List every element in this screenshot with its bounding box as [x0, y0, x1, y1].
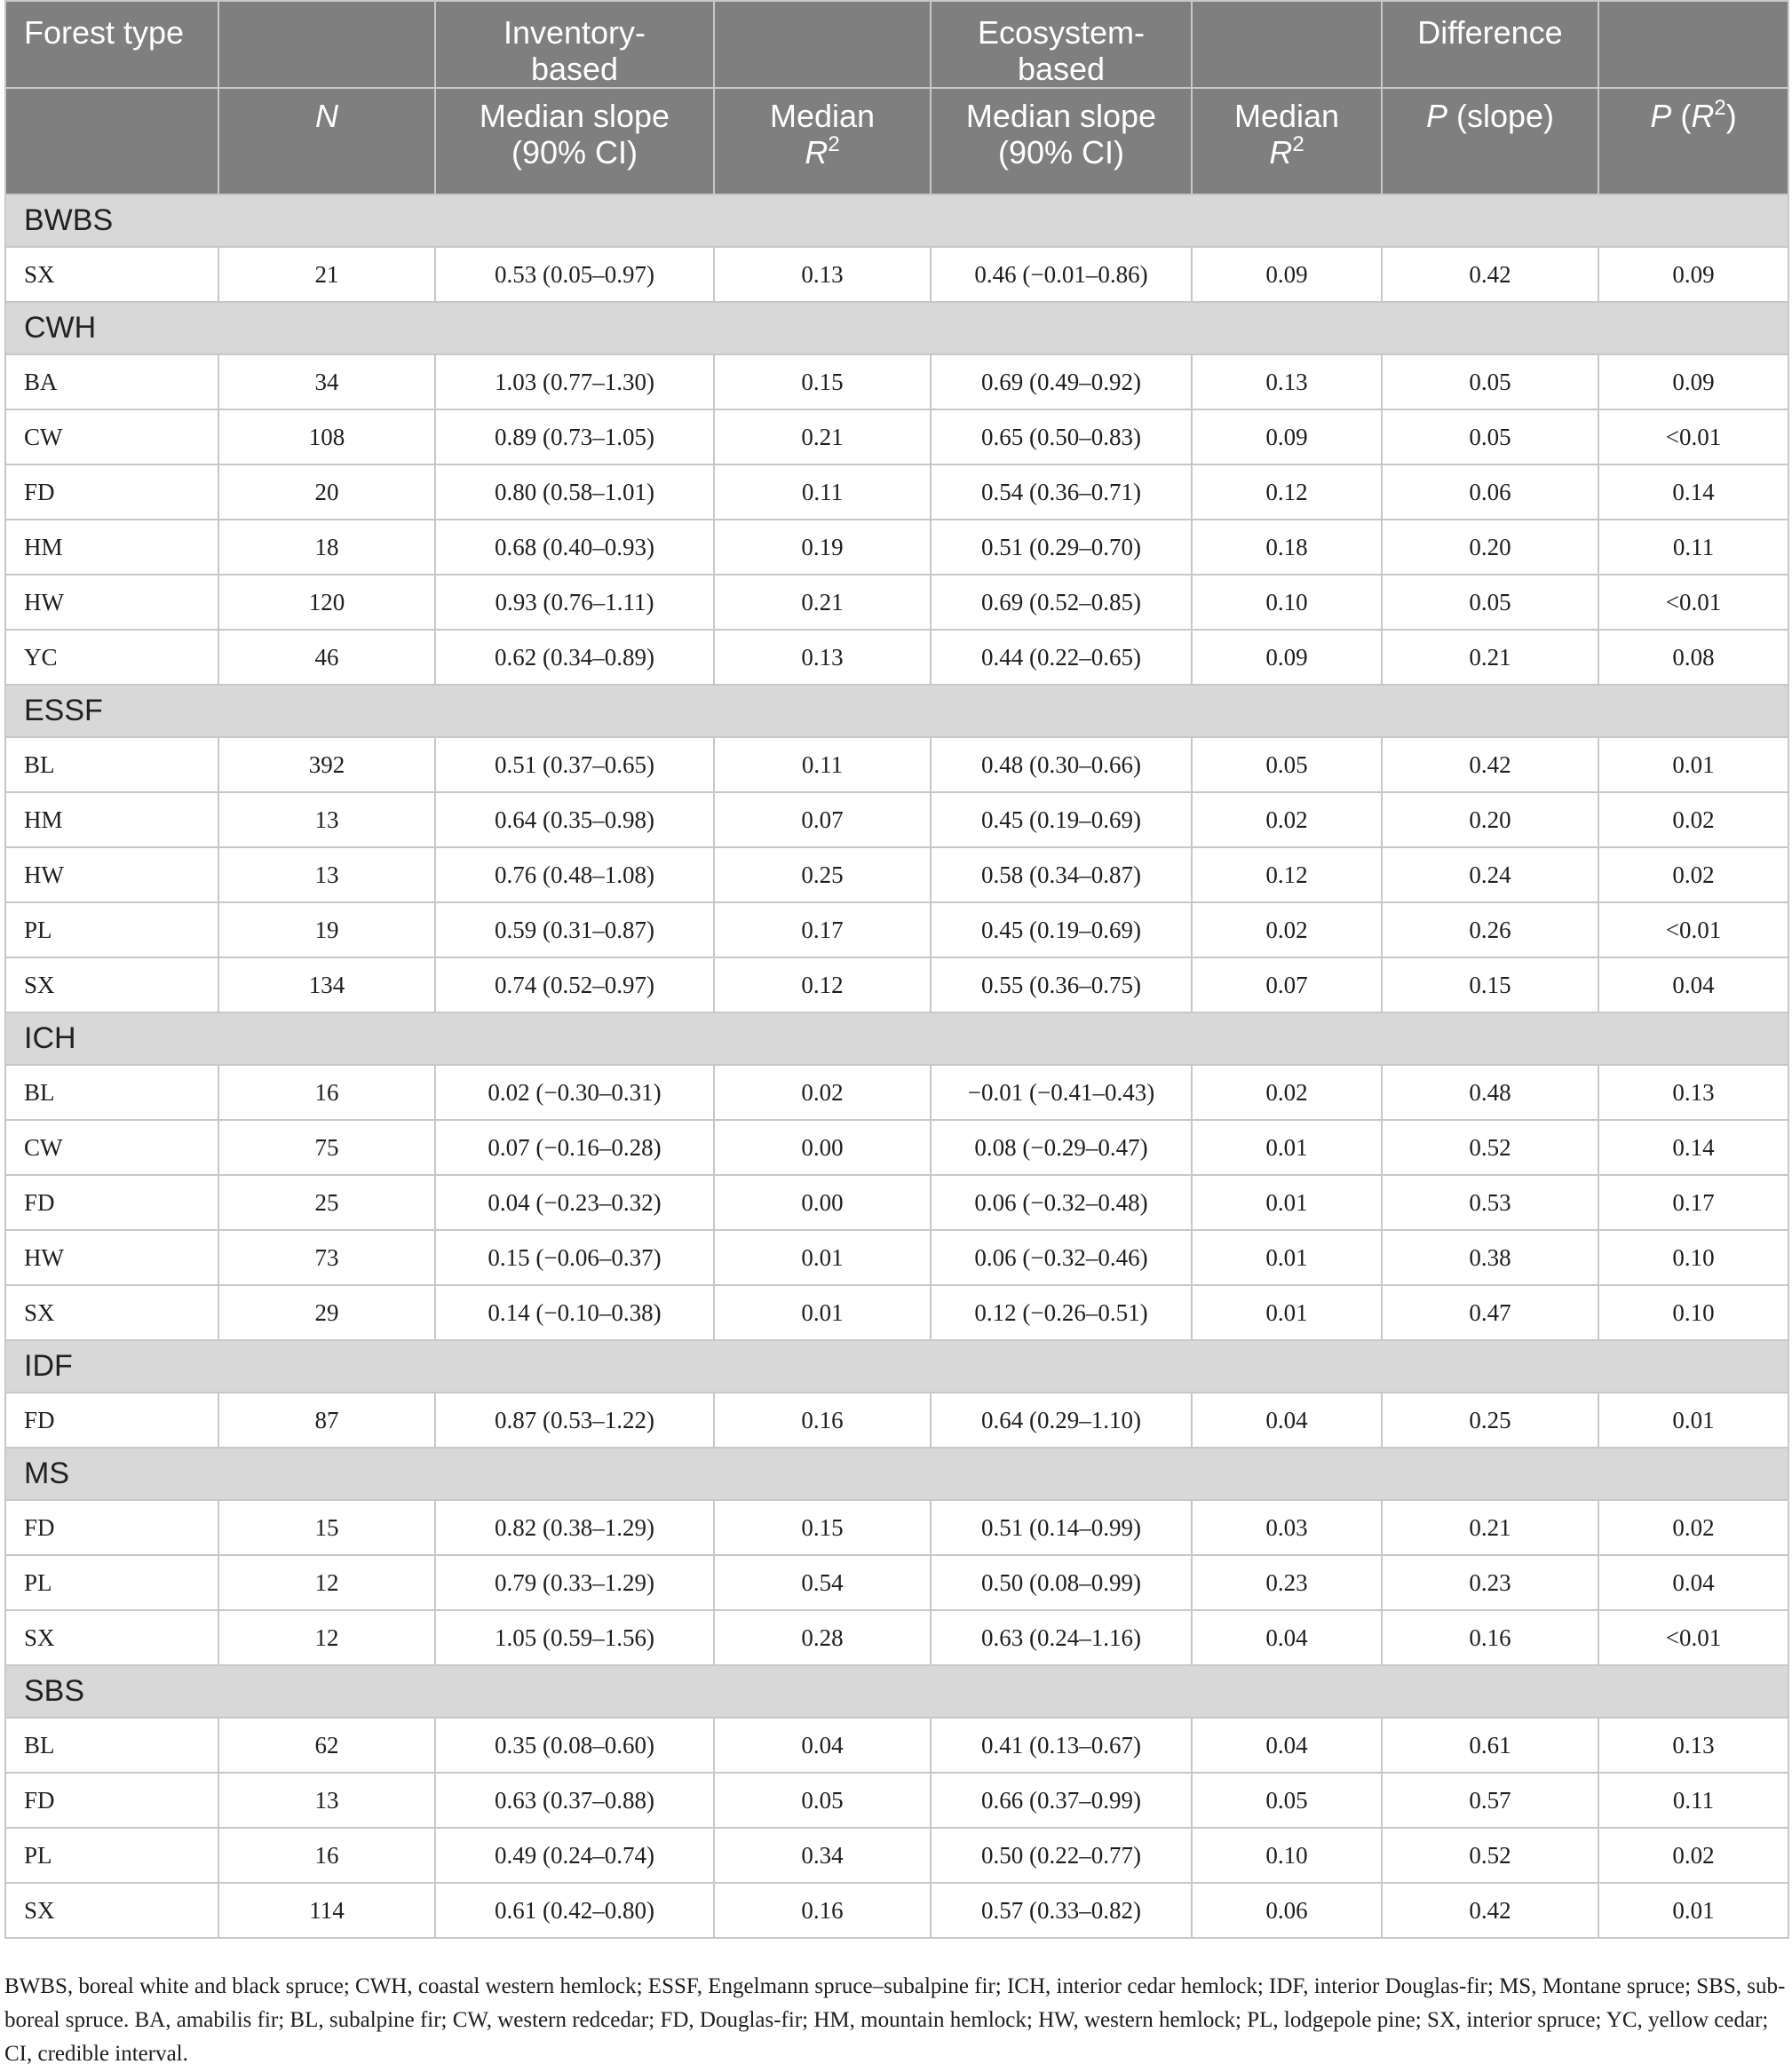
cell-inventory-r2: 0.01: [714, 1230, 931, 1285]
cell-p-slope: 0.42: [1382, 737, 1598, 792]
cell-n: 20: [218, 464, 435, 520]
table-row: [5, 1065, 1788, 1120]
cell-species: PL: [5, 1828, 218, 1883]
cell-ecosystem-slope: 0.63 (0.24–1.16): [931, 1610, 1192, 1665]
cell-inventory-r2: 0.25: [714, 847, 931, 902]
cell-ecosystem-slope: 0.51 (0.14–0.99): [931, 1500, 1192, 1555]
cell-p-slope: 0.53: [1382, 1175, 1598, 1230]
zone-label: CWH: [5, 302, 1788, 354]
table-row: [5, 1718, 1788, 1773]
cell-p-r2: 0.02: [1598, 847, 1788, 902]
table-row: [5, 847, 1788, 902]
cell-p-slope: 0.21: [1382, 630, 1598, 685]
cell-n: 108: [218, 409, 435, 464]
cell-ecosystem-r2: 0.01: [1192, 1285, 1382, 1340]
cell-p-r2: 0.01: [1598, 1393, 1788, 1448]
cell-ecosystem-r2: 0.05: [1192, 1773, 1382, 1828]
cell-p-r2: 0.14: [1598, 464, 1788, 520]
cell-species: FD: [5, 1175, 218, 1230]
cell-p-slope: 0.61: [1382, 1718, 1598, 1773]
cell-n: 29: [218, 1285, 435, 1340]
cell-inventory-slope: 0.93 (0.76–1.11): [435, 575, 714, 630]
results-table: [4, 0, 1789, 1939]
cell-species: CW: [5, 1120, 218, 1175]
table-row: [5, 737, 1788, 792]
table-row: [5, 1230, 1788, 1285]
zone-label: ICH: [5, 1012, 1788, 1065]
cell-ecosystem-slope: −0.01 (−0.41–0.43): [931, 1065, 1192, 1120]
cell-ecosystem-r2: 0.02: [1192, 792, 1382, 847]
cell-species: FD: [5, 1393, 218, 1448]
cell-inventory-r2: 0.15: [714, 1500, 931, 1555]
cell-n: 62: [218, 1718, 435, 1773]
header-empty: [218, 1, 435, 88]
cell-ecosystem-r2: 0.04: [1192, 1610, 1382, 1665]
cell-inventory-r2: 0.34: [714, 1828, 931, 1883]
cell-inventory-slope: 0.53 (0.05–0.97): [435, 247, 714, 302]
cell-p-slope: 0.25: [1382, 1393, 1598, 1448]
cell-ecosystem-r2: 0.01: [1192, 1120, 1382, 1175]
cell-p-slope: 0.52: [1382, 1828, 1598, 1883]
cell-species: SX: [5, 1610, 218, 1665]
cell-ecosystem-r2: 0.12: [1192, 464, 1382, 520]
cell-ecosystem-r2: 0.09: [1192, 409, 1382, 464]
cell-p-r2: 0.02: [1598, 1500, 1788, 1555]
cell-inventory-slope: 0.61 (0.42–0.80): [435, 1883, 714, 1938]
table-row: [5, 792, 1788, 847]
cell-species: BL: [5, 737, 218, 792]
cell-ecosystem-slope: 0.64 (0.29–1.10): [931, 1393, 1192, 1448]
zone-label: IDF: [5, 1340, 1788, 1393]
cell-ecosystem-slope: 0.58 (0.34–0.87): [931, 847, 1192, 902]
cell-ecosystem-slope: 0.69 (0.52–0.85): [931, 575, 1192, 630]
header-inventory-median-slope: Median slope (90% CI): [435, 88, 714, 194]
cell-p-r2: 0.09: [1598, 354, 1788, 409]
cell-p-r2: 0.04: [1598, 957, 1788, 1012]
cell-n: 25: [218, 1175, 435, 1230]
cell-inventory-slope: 0.82 (0.38–1.29): [435, 1500, 714, 1555]
cell-ecosystem-slope: 0.41 (0.13–0.67): [931, 1718, 1192, 1773]
cell-p-slope: 0.23: [1382, 1555, 1598, 1610]
cell-inventory-slope: 1.05 (0.59–1.56): [435, 1610, 714, 1665]
zone-label: ESSF: [5, 685, 1788, 737]
zone-row: [5, 1665, 1788, 1718]
cell-n: 73: [218, 1230, 435, 1285]
cell-ecosystem-slope: 0.45 (0.19–0.69): [931, 792, 1192, 847]
header-empty: [1598, 1, 1788, 88]
cell-inventory-slope: 0.14 (−0.10–0.38): [435, 1285, 714, 1340]
cell-species: HW: [5, 847, 218, 902]
cell-inventory-r2: 0.04: [714, 1718, 931, 1773]
cell-p-r2: 0.02: [1598, 792, 1788, 847]
cell-species: HW: [5, 575, 218, 630]
cell-p-slope: 0.42: [1382, 247, 1598, 302]
cell-inventory-slope: 0.04 (−0.23–0.32): [435, 1175, 714, 1230]
cell-inventory-r2: 0.16: [714, 1883, 931, 1938]
zone-row: [5, 302, 1788, 354]
cell-species: BL: [5, 1065, 218, 1120]
cell-ecosystem-r2: 0.13: [1192, 354, 1382, 409]
cell-n: 87: [218, 1393, 435, 1448]
cell-ecosystem-r2: 0.09: [1192, 630, 1382, 685]
header-p-r2: P $(R^2)$: [1598, 88, 1788, 194]
cell-p-slope: 0.24: [1382, 847, 1598, 902]
cell-ecosystem-r2: 0.01: [1192, 1230, 1382, 1285]
cell-p-slope: 0.15: [1382, 957, 1598, 1012]
cell-species: BA: [5, 354, 218, 409]
cell-n: 15: [218, 1500, 435, 1555]
cell-inventory-r2: 0.02: [714, 1065, 931, 1120]
cell-species: PL: [5, 902, 218, 957]
cell-p-slope: 0.05: [1382, 409, 1598, 464]
header-ecosystem-based: Ecosystem- based: [931, 1, 1192, 88]
cell-p-slope: 0.47: [1382, 1285, 1598, 1340]
header-empty: [5, 88, 218, 194]
cell-inventory-r2: 0.05: [714, 1773, 931, 1828]
cell-inventory-r2: 0.11: [714, 737, 931, 792]
cell-p-r2: 0.04: [1598, 1555, 1788, 1610]
table-row: [5, 630, 1788, 685]
cell-p-r2: 0.01: [1598, 737, 1788, 792]
cell-inventory-slope: 0.79 (0.33–1.29): [435, 1555, 714, 1610]
table-row: [5, 1500, 1788, 1555]
cell-n: 12: [218, 1610, 435, 1665]
cell-p-r2: 0.01: [1598, 1883, 1788, 1938]
table-row: [5, 1393, 1788, 1448]
cell-n: 46: [218, 630, 435, 685]
cell-species: HW: [5, 1230, 218, 1285]
cell-inventory-r2: 0.17: [714, 902, 931, 957]
table-footnote: BWBS, boreal white and black spruce; CWH, coastal western hemlock; ESSF, Engelmann spruce–subalpine fir; ICH, interior cedar hemlock; IDF, interior Douglas-fir; MS, Montane spruce; SBS, sub-boreal spruce. BA, amabilis fir; BL, subalpine fir; CW, western redcedar; FD, Douglas-fir; HM, mountain hemlock; HW, western hemlock; PL, lodgepole pine; SX, interior spruce; YC, yellow cedar; CI, credible interval.: [4, 1974, 1786, 2066]
cell-n: 75: [218, 1120, 435, 1175]
zone-row: [5, 685, 1788, 737]
table-row: [5, 1883, 1788, 1938]
table-row: [5, 1828, 1788, 1883]
table-row: [5, 354, 1788, 409]
cell-n: 13: [218, 847, 435, 902]
cell-species: HM: [5, 792, 218, 847]
cell-species: CW: [5, 409, 218, 464]
cell-inventory-r2: 0.21: [714, 575, 931, 630]
header-ecosystem-median-slope: Median slope (90% CI): [931, 88, 1192, 194]
cell-inventory-r2: 0.13: [714, 247, 931, 302]
table-row: [5, 1285, 1788, 1340]
cell-ecosystem-slope: 0.57 (0.33–0.82): [931, 1883, 1192, 1938]
cell-inventory-slope: 0.74 (0.52–0.97): [435, 957, 714, 1012]
cell-ecosystem-r2: 0.06: [1192, 1883, 1382, 1938]
cell-p-slope: 0.05: [1382, 575, 1598, 630]
table-row: [5, 1610, 1788, 1665]
cell-p-r2: <0.01: [1598, 575, 1788, 630]
cell-species: SX: [5, 1883, 218, 1938]
cell-p-r2: 0.13: [1598, 1065, 1788, 1120]
cell-inventory-r2: 0.07: [714, 792, 931, 847]
cell-p-slope: 0.52: [1382, 1120, 1598, 1175]
cell-inventory-slope: 0.80 (0.58–1.01): [435, 464, 714, 520]
cell-ecosystem-slope: 0.54 (0.36–0.71): [931, 464, 1192, 520]
table-row: [5, 464, 1788, 520]
cell-n: 13: [218, 1773, 435, 1828]
cell-inventory-slope: 0.02 (−0.30–0.31): [435, 1065, 714, 1120]
cell-p-slope: 0.20: [1382, 792, 1598, 847]
cell-p-slope: 0.20: [1382, 520, 1598, 575]
cell-ecosystem-slope: 0.12 (−0.26–0.51): [931, 1285, 1192, 1340]
cell-ecosystem-r2: 0.03: [1192, 1500, 1382, 1555]
header-row-2: [5, 88, 1788, 194]
cell-ecosystem-r2: 0.01: [1192, 1175, 1382, 1230]
cell-p-r2: 0.10: [1598, 1285, 1788, 1340]
cell-species: HM: [5, 520, 218, 575]
cell-p-r2: 0.17: [1598, 1175, 1788, 1230]
cell-p-r2: 0.02: [1598, 1828, 1788, 1883]
cell-p-r2: 0.13: [1598, 1718, 1788, 1773]
cell-ecosystem-slope: 0.65 (0.50–0.83): [931, 409, 1192, 464]
cell-p-slope: 0.38: [1382, 1230, 1598, 1285]
cell-inventory-slope: 0.62 (0.34–0.89): [435, 630, 714, 685]
cell-p-r2: 0.14: [1598, 1120, 1788, 1175]
cell-ecosystem-r2: 0.07: [1192, 957, 1382, 1012]
cell-ecosystem-r2: 0.09: [1192, 247, 1382, 302]
cell-p-r2: 0.10: [1598, 1230, 1788, 1285]
cell-inventory-slope: 0.87 (0.53–1.22): [435, 1393, 714, 1448]
table-body: [5, 194, 1788, 1938]
cell-n: 16: [218, 1065, 435, 1120]
header-inventory-based: Inventory- based: [435, 1, 714, 88]
cell-inventory-r2: 0.13: [714, 630, 931, 685]
table-row: [5, 1175, 1788, 1230]
cell-inventory-r2: 0.12: [714, 957, 931, 1012]
table-row: [5, 409, 1788, 464]
cell-ecosystem-r2: 0.10: [1192, 1828, 1382, 1883]
table-row: [5, 1555, 1788, 1610]
cell-species: PL: [5, 1555, 218, 1610]
cell-inventory-r2: 0.00: [714, 1175, 931, 1230]
cell-n: 13: [218, 792, 435, 847]
cell-p-slope: 0.16: [1382, 1610, 1598, 1665]
cell-p-slope: 0.57: [1382, 1773, 1598, 1828]
cell-inventory-slope: 0.76 (0.48–1.08): [435, 847, 714, 902]
header-difference: Difference: [1382, 1, 1598, 88]
table-row: [5, 1773, 1788, 1828]
cell-p-slope: 0.26: [1382, 902, 1598, 957]
cell-ecosystem-slope: 0.45 (0.19–0.69): [931, 902, 1192, 957]
cell-p-r2: <0.01: [1598, 902, 1788, 957]
cell-inventory-slope: 0.59 (0.31–0.87): [435, 902, 714, 957]
cell-inventory-r2: 0.11: [714, 464, 931, 520]
zone-row: [5, 1012, 1788, 1065]
cell-ecosystem-r2: 0.04: [1192, 1393, 1382, 1448]
cell-ecosystem-r2: 0.02: [1192, 902, 1382, 957]
cell-n: 18: [218, 520, 435, 575]
cell-inventory-r2: 0.01: [714, 1285, 931, 1340]
cell-ecosystem-slope: 0.51 (0.29–0.70): [931, 520, 1192, 575]
header-empty: [1192, 1, 1382, 88]
cell-ecosystem-r2: 0.02: [1192, 1065, 1382, 1120]
cell-p-slope: 0.42: [1382, 1883, 1598, 1938]
cell-inventory-r2: 0.54: [714, 1555, 931, 1610]
cell-n: 21: [218, 247, 435, 302]
cell-n: 12: [218, 1555, 435, 1610]
table-row: [5, 957, 1788, 1012]
header-forest-type: Forest type: [5, 1, 218, 88]
cell-n: 19: [218, 902, 435, 957]
cell-p-slope: 0.06: [1382, 464, 1598, 520]
cell-species: SX: [5, 957, 218, 1012]
cell-p-slope: 0.05: [1382, 354, 1598, 409]
header-ecosystem-median-r2: Median $R^2$: [1192, 88, 1382, 194]
cell-inventory-r2: 0.16: [714, 1393, 931, 1448]
table-row: [5, 520, 1788, 575]
cell-species: FD: [5, 1773, 218, 1828]
cell-p-r2: 0.11: [1598, 520, 1788, 575]
cell-ecosystem-r2: 0.10: [1192, 575, 1382, 630]
cell-ecosystem-r2: 0.12: [1192, 847, 1382, 902]
header-p-slope: P (slope): [1382, 88, 1598, 194]
cell-inventory-slope: 0.51 (0.37–0.65): [435, 737, 714, 792]
cell-n: 134: [218, 957, 435, 1012]
cell-inventory-slope: 1.03 (0.77–1.30): [435, 354, 714, 409]
zone-row: [5, 1340, 1788, 1393]
table-container: [4, 0, 1788, 1939]
cell-inventory-slope: 0.89 (0.73–1.05): [435, 409, 714, 464]
cell-ecosystem-slope: 0.06 (−0.32–0.48): [931, 1175, 1192, 1230]
cell-n: 34: [218, 354, 435, 409]
cell-ecosystem-slope: 0.66 (0.37–0.99): [931, 1773, 1192, 1828]
cell-ecosystem-r2: 0.18: [1192, 520, 1382, 575]
cell-ecosystem-slope: 0.50 (0.22–0.77): [931, 1828, 1192, 1883]
table-row: [5, 575, 1788, 630]
cell-inventory-slope: 0.35 (0.08–0.60): [435, 1718, 714, 1773]
cell-species: SX: [5, 1285, 218, 1340]
cell-ecosystem-r2: 0.04: [1192, 1718, 1382, 1773]
cell-ecosystem-slope: 0.06 (−0.32–0.46): [931, 1230, 1192, 1285]
cell-p-slope: 0.48: [1382, 1065, 1598, 1120]
cell-inventory-slope: 0.63 (0.37–0.88): [435, 1773, 714, 1828]
header-row-1: [5, 1, 1788, 88]
cell-p-slope: 0.21: [1382, 1500, 1598, 1555]
cell-n: 16: [218, 1828, 435, 1883]
table-row: [5, 247, 1788, 302]
cell-ecosystem-slope: 0.48 (0.30–0.66): [931, 737, 1192, 792]
cell-p-r2: 0.11: [1598, 1773, 1788, 1828]
cell-inventory-slope: 0.64 (0.35–0.98): [435, 792, 714, 847]
cell-species: YC: [5, 630, 218, 685]
cell-ecosystem-r2: 0.23: [1192, 1555, 1382, 1610]
zone-label: MS: [5, 1448, 1788, 1500]
header-inventory-median-r2: Median $R^2$: [714, 88, 931, 194]
zone-label: BWBS: [5, 194, 1788, 247]
cell-inventory-r2: 0.28: [714, 1610, 931, 1665]
cell-n: 120: [218, 575, 435, 630]
cell-species: SX: [5, 247, 218, 302]
cell-species: FD: [5, 464, 218, 520]
zone-row: [5, 1448, 1788, 1500]
header-n: N: [218, 88, 435, 194]
cell-inventory-slope: 0.07 (−0.16–0.28): [435, 1120, 714, 1175]
cell-ecosystem-r2: 0.05: [1192, 737, 1382, 792]
cell-p-r2: 0.09: [1598, 247, 1788, 302]
cell-inventory-slope: 0.49 (0.24–0.74): [435, 1828, 714, 1883]
cell-n: 392: [218, 737, 435, 792]
cell-species: FD: [5, 1500, 218, 1555]
cell-inventory-slope: 0.15 (−0.06–0.37): [435, 1230, 714, 1285]
cell-ecosystem-slope: 0.69 (0.49–0.92): [931, 354, 1192, 409]
cell-inventory-r2: 0.21: [714, 409, 931, 464]
cell-ecosystem-slope: 0.08 (−0.29–0.47): [931, 1120, 1192, 1175]
cell-ecosystem-slope: 0.50 (0.08–0.99): [931, 1555, 1192, 1610]
table-row: [5, 1120, 1788, 1175]
header-empty: [714, 1, 931, 88]
cell-inventory-r2: 0.15: [714, 354, 931, 409]
zone-row: [5, 194, 1788, 247]
cell-p-r2: <0.01: [1598, 1610, 1788, 1665]
table-row: [5, 902, 1788, 957]
cell-ecosystem-slope: 0.46 (−0.01–0.86): [931, 247, 1192, 302]
cell-p-r2: 0.08: [1598, 630, 1788, 685]
cell-inventory-r2: 0.00: [714, 1120, 931, 1175]
zone-label: SBS: [5, 1665, 1788, 1718]
cell-inventory-slope: 0.68 (0.40–0.93): [435, 520, 714, 575]
cell-ecosystem-slope: 0.55 (0.36–0.75): [931, 957, 1192, 1012]
cell-inventory-r2: 0.19: [714, 520, 931, 575]
cell-p-r2: <0.01: [1598, 409, 1788, 464]
cell-ecosystem-slope: 0.44 (0.22–0.65): [931, 630, 1192, 685]
cell-n: 114: [218, 1883, 435, 1938]
cell-species: BL: [5, 1718, 218, 1773]
